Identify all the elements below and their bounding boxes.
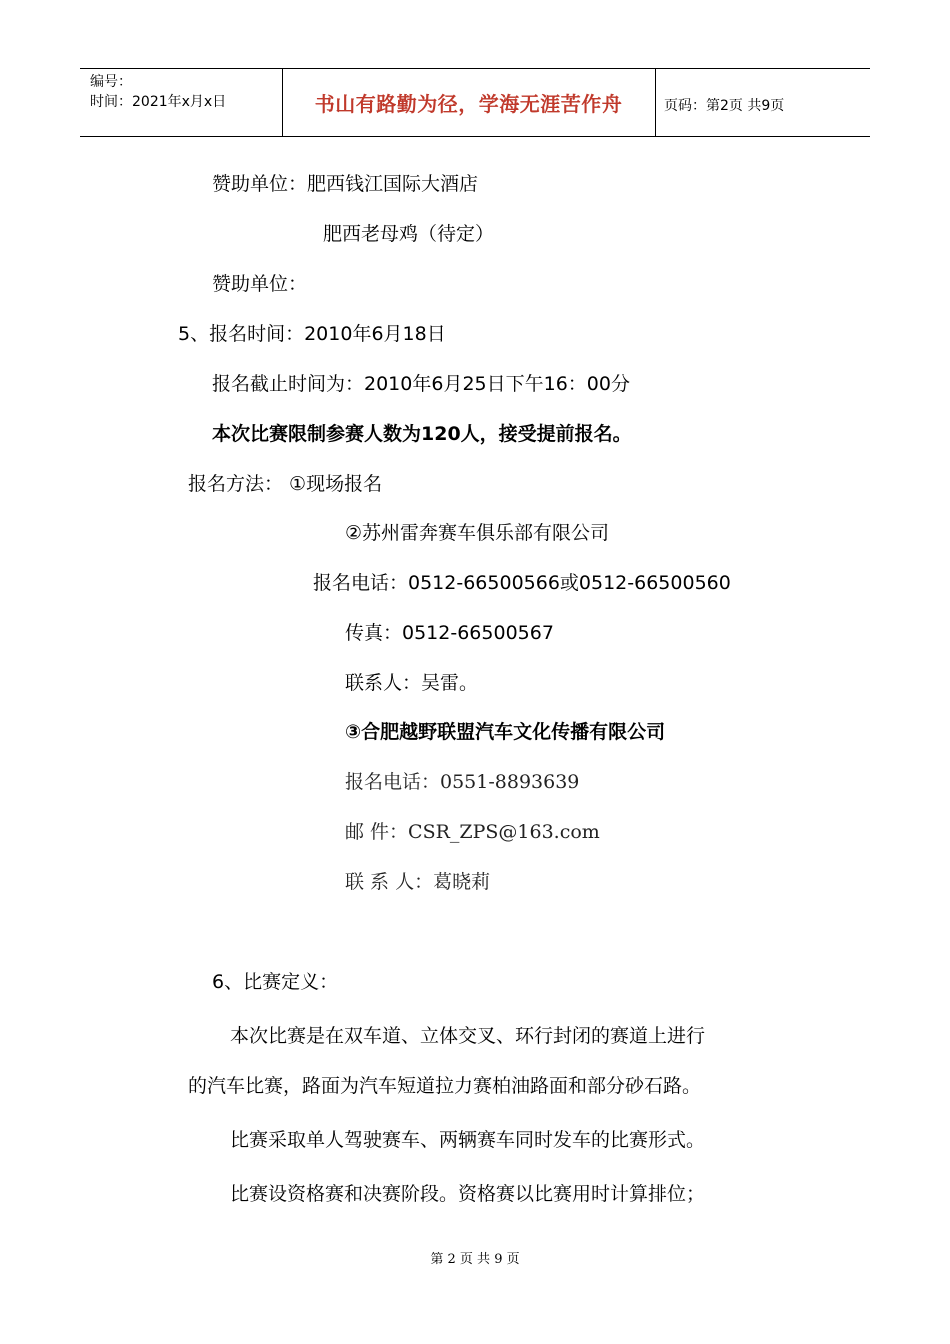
- paragraph-1-line-1: 本次比赛是在双车道、立体交叉、环行封闭的赛道上进行: [230, 1025, 706, 1047]
- header-date: 时间：2021年x月x日: [90, 94, 227, 110]
- limit-note: 本次比赛限制参赛人数为120人，接受提前报名。: [212, 423, 632, 445]
- sponsor-line-3: 赞助单位：: [212, 273, 308, 295]
- item5-title: 5、报名时间：2010年6月18日: [178, 323, 446, 345]
- method2-contact: 联系人：吴雷。: [345, 672, 479, 694]
- deadline-text: 报名截止时间为：2010年6月25日下午16：00分: [212, 373, 630, 395]
- paragraph-3: 比赛设资格赛和决赛阶段。资格赛以比赛用时计算排位；: [230, 1183, 706, 1205]
- header-motto: 书山有路勤为径，学海无涯苦作舟: [314, 92, 623, 116]
- header-bottom-border: [80, 136, 870, 137]
- header-divider-right: [655, 68, 656, 136]
- method2-phone: 报名电话：0512-66500566或0512-66500560: [313, 572, 731, 594]
- method2-name: ②苏州雷奔赛车俱乐部有限公司: [345, 522, 610, 544]
- method-label: 报名方法： ①现场报名: [188, 473, 383, 495]
- header-left-cell: [90, 72, 226, 112]
- header-number: 编号：: [90, 74, 132, 90]
- method3-phone: 报名电话：0551-8893639: [345, 771, 580, 793]
- paragraph-2: 比赛采取单人驾驶赛车、两辆赛车同时发车的比赛形式。: [230, 1129, 706, 1151]
- header-page-number: 页码：第2页 共9页: [664, 98, 785, 114]
- footer-page-number: 第 2 页 共 9 页: [430, 1252, 520, 1267]
- method3-name: ③合肥越野联盟汽车文化传播有限公司: [345, 721, 666, 743]
- sponsor-line-2: 肥西老母鸡（待定）: [323, 223, 495, 245]
- paragraph-1-line-2: 的汽车比赛，路面为汽车短道拉力赛柏油路面和部分砂石路。: [188, 1075, 702, 1097]
- method3-email: 邮 件：CSR_ZPS@163.com: [345, 821, 600, 843]
- header-top-border: [80, 68, 870, 69]
- method2-fax: 传真：0512-66500567: [345, 622, 554, 644]
- item6-title: 6、比赛定义：: [212, 971, 339, 993]
- method3-contact: 联 系 人：葛晓莉: [345, 871, 491, 893]
- sponsor-line-1: 赞助单位：肥西钱江国际大酒店: [212, 173, 479, 195]
